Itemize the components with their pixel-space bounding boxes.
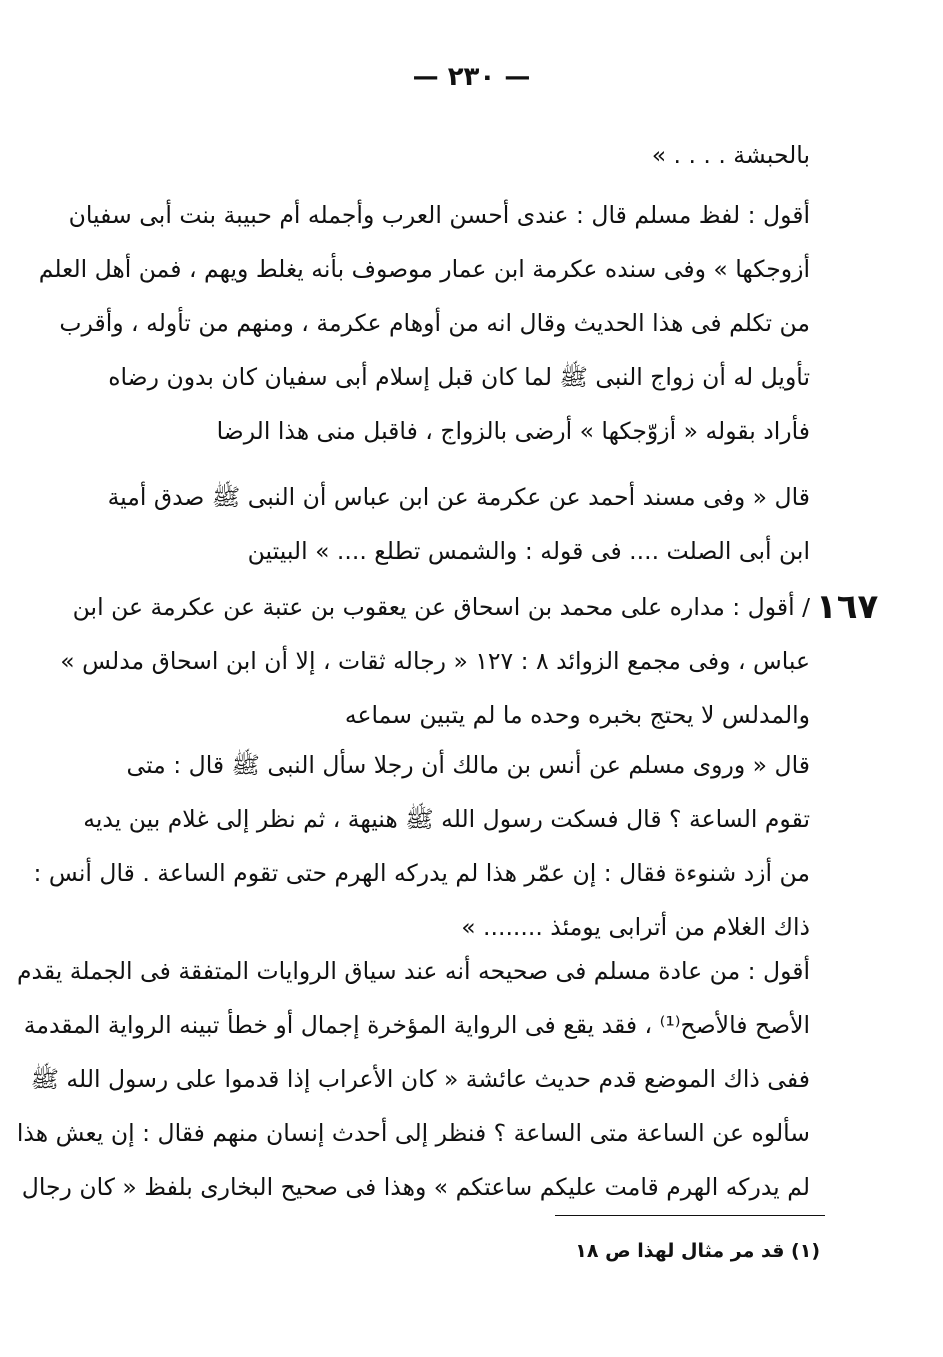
text-line: من تكلم فى هذا الحديث وقال انه من أوهام عكرمة ، ومنهم من تأوله ، وأقرب	[59, 309, 810, 337]
text-line: فأراد بقوله « أزوّجكها » أرضى بالزواج ، فاقبل منى هذا الرضا	[216, 417, 810, 445]
text-line: قال « وروى مسلم عن أنس بن مالك أن رجلا سأل النبى ﷺ قال : متى	[126, 751, 810, 779]
footnote-divider	[555, 1215, 825, 1216]
text-line: ابن أبى الصلت .... فى قوله : والشمس تطلع .... » البيتين	[247, 537, 810, 565]
text-line: سألوه عن الساعة متى الساعة ؟ فنظر إلى أحدث إنسان منهم فقال : إن يعش هذا	[16, 1119, 810, 1147]
text-line: الأصح فالأصح⁽¹⁾ ، فقد يقع فى الرواية المؤخرة إجمال أو خطأ تبينه الرواية المقدمة	[23, 1011, 810, 1039]
footnote: (١) قد مر مثال لهذا ص ١٨	[575, 1240, 820, 1262]
text-line: عباس ، وفى مجمع الزوائد ٨ : ١٢٧ « رجاله ثقات ، إلا أن ابن اسحاق مدلس »	[60, 647, 810, 675]
text-line: تأويل له أن زواج النبى ﷺ لما كان قبل إسلام أبى سفيان كان بدون رضاه	[108, 363, 810, 391]
text-line: ففى ذاك الموضع قدم حديث عائشة « كان الأعراب إذا قدموا على رسول الله ﷺ	[30, 1065, 810, 1093]
text-line: لم يدركه الهرم قامت عليكم ساعتكم » وهذا فى صحيح البخارى بلفظ « كان رجال	[21, 1173, 810, 1201]
text-line: قال « وفى مسند أحمد عن عكرمة عن ابن عباس أن النبى ﷺ صدق أمية	[107, 483, 810, 511]
text-line: / أقول : مداره على محمد بن اسحاق عن يعقوب بن عتبة عن عكرمة عن ابن	[72, 593, 810, 621]
text-line: أزوجكها » وفى سنده عكرمة ابن عمار موصوف بأنه يغلط ويهم ، فمن أهل العلم	[38, 255, 810, 283]
paragraph-commentary-3	[16, 944, 810, 1214]
text-line: من أزد شنوءة فقال : إن عمّر هذا لم يدركه الهرم حتى تقوم الساعة . قال أنس :	[33, 859, 810, 887]
paragraph-commentary-2	[60, 580, 810, 742]
paragraph-commentary-1	[38, 188, 810, 458]
text-line: بالحبشة . . . . »	[651, 141, 810, 169]
text-line: أقول : لفظ مسلم قال : عندى أحسن العرب وأجمله أم حبيبة بنت أبى سفيان	[68, 201, 810, 229]
text-line: تقوم الساعة ؟ قال فسكت رسول الله ﷺ هنيهة ، ثم نظر إلى غلام بين يديه	[83, 805, 810, 833]
paragraph-quote-1	[107, 470, 810, 578]
margin-number: ١٦٧	[816, 587, 879, 627]
page-number: — ٢٣٠ —	[412, 62, 531, 92]
text-line: والمدلس لا يحتج بخبره وحده ما لم يتبين سماعه	[344, 701, 810, 729]
paragraph-quote-2	[33, 738, 810, 954]
text-line: أقول : من عادة مسلم فى صحيحه أنه عند سياق الروايات المتفقة فى الجملة يقدم	[16, 957, 810, 985]
text-line: ذاك الغلام من أترابى يومئذ ........ »	[461, 913, 810, 941]
paragraph-continuation	[150, 128, 810, 182]
